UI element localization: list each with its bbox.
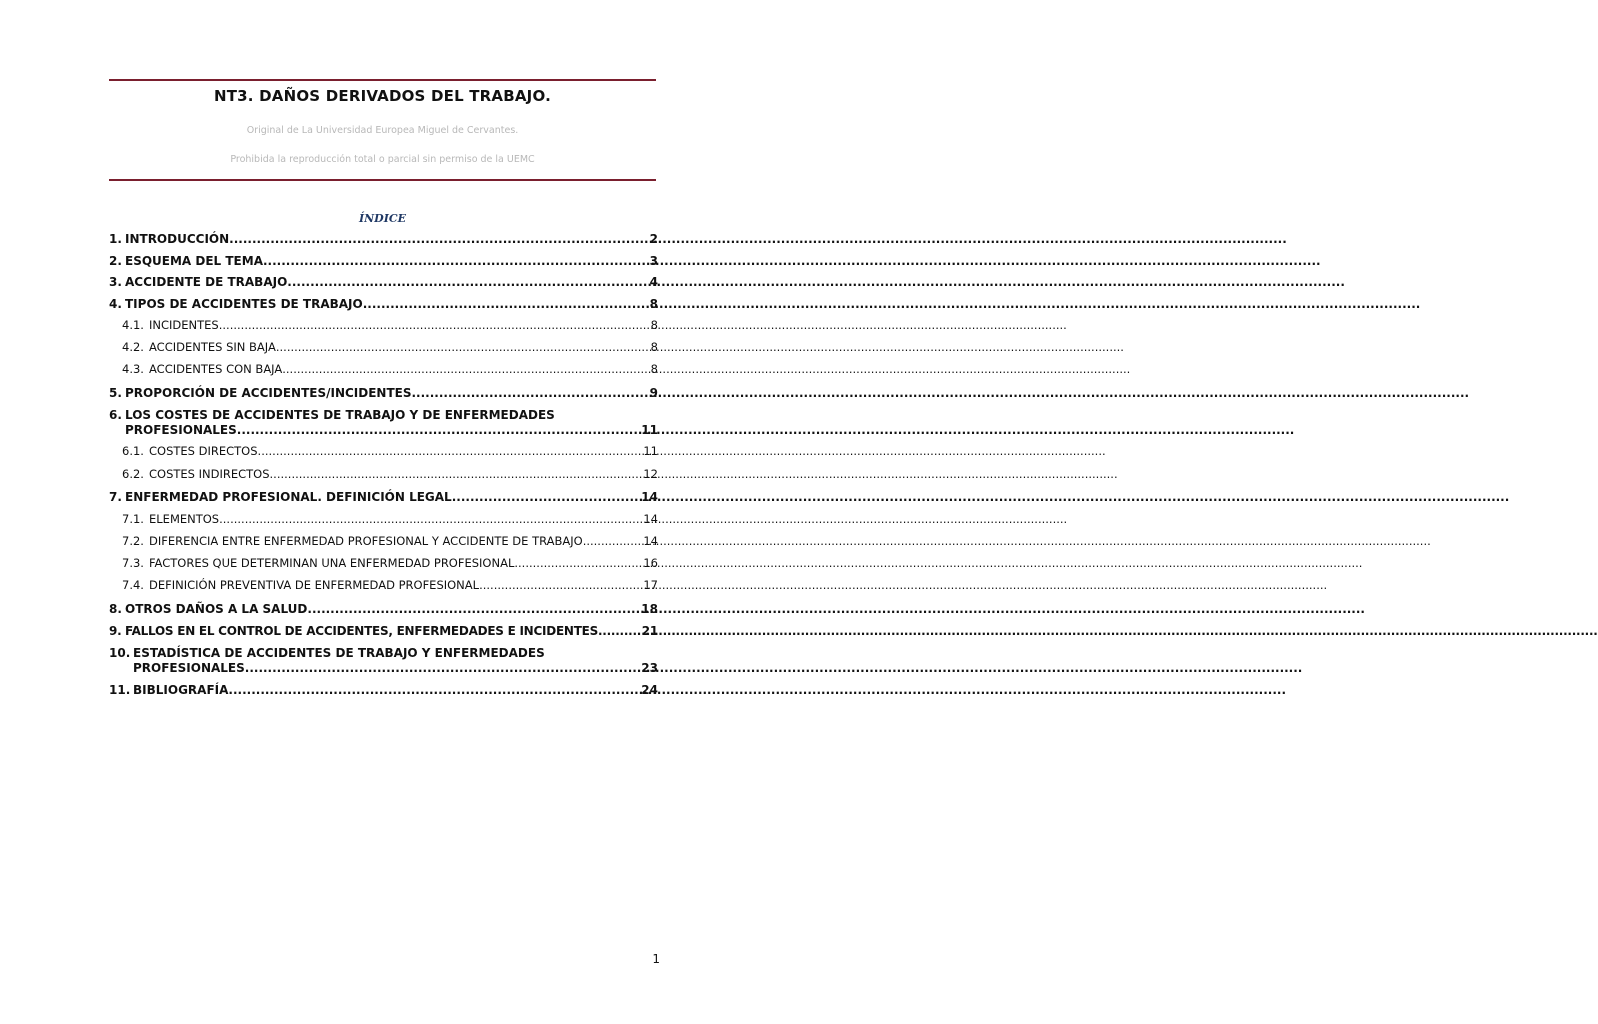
toc-entry-accidentes-sin-baja[interactable] <box>109 340 658 355</box>
toc-entry-number: 7. <box>109 490 122 504</box>
toc-entry-page: 9 <box>649 386 658 400</box>
toc-entry-accidente-trabajo[interactable] <box>109 275 658 290</box>
toc-entry-label: ESTADÍSTICA DE ACCIDENTES DE TRABAJO Y ENFERMEDADES <box>133 646 545 660</box>
toc-dot-leader <box>237 423 642 438</box>
copyright-note-origin: Original de La Universidad Europea Miguel de Cervantes. <box>246 125 519 136</box>
toc-entry-tipos-accidentes[interactable] <box>109 297 658 312</box>
toc-entry-label: DEFINICIÓN PREVENTIVA DE ENFERMEDAD PROFESIONAL <box>149 578 480 592</box>
toc-entry-costes-directos[interactable] <box>109 444 658 459</box>
toc-dot-leader <box>287 275 649 290</box>
toc-dot-leader <box>270 467 644 482</box>
toc-entry-incidentes[interactable] <box>109 318 658 333</box>
toc-dot-leader <box>258 444 644 459</box>
toc-entry-enfermedad-profesional[interactable] <box>109 490 658 505</box>
toc-entry-page: 8 <box>650 362 658 376</box>
toc-entry-number: 6. <box>109 408 122 422</box>
toc-dot-leader <box>452 490 642 505</box>
toc-dot-leader <box>514 556 643 571</box>
toc-entry-label: ENFERMEDAD PROFESIONAL. DEFINICIÓN LEGAL <box>125 490 452 504</box>
toc-entry-estadistica[interactable] <box>109 646 658 676</box>
document-page <box>0 0 768 1024</box>
toc-entry-page: 24 <box>641 683 658 697</box>
toc-entry-number: 4. <box>109 297 122 311</box>
toc-entry-otros-danos[interactable] <box>109 602 658 617</box>
toc-entry-page: 14 <box>643 512 658 526</box>
toc-entry-number: 5. <box>109 386 122 400</box>
toc-dot-leader <box>219 512 643 527</box>
toc-entry-label: INTRODUCCIÓN <box>125 232 230 246</box>
toc-dot-leader <box>276 340 651 355</box>
toc-entry-esquema[interactable] <box>109 254 658 269</box>
toc-entry-page: 16 <box>643 556 658 570</box>
toc-entry-label: INCIDENTES <box>149 318 219 332</box>
toc-entry-elementos[interactable] <box>109 512 658 527</box>
toc-dot-leader <box>282 362 650 377</box>
toc-entry-label: PROPORCIÓN DE ACCIDENTES/INCIDENTES <box>125 386 412 400</box>
toc-entry-number: 8. <box>109 602 122 616</box>
toc-entry-page: 8 <box>649 297 658 311</box>
toc-entry-page: 23 <box>641 661 658 675</box>
toc-entry-number: 2. <box>109 254 122 268</box>
toc-entry-number: 7.1. <box>122 512 144 526</box>
toc-entry-accidentes-con-baja[interactable] <box>109 362 658 377</box>
toc-entry-label: COSTES INDIRECTOS <box>149 467 270 481</box>
toc-entry-page: 8 <box>650 340 658 354</box>
toc-entry-number: 4.3. <box>122 362 144 376</box>
toc-dot-leader <box>307 602 641 617</box>
toc-entry-label: ACCIDENTE DE TRABAJO <box>125 275 288 289</box>
toc-entry-page: 21 <box>641 624 658 638</box>
toc-dot-leader <box>363 297 650 312</box>
toc-entry-label: ESQUEMA DEL TEMA <box>125 254 263 268</box>
toc-dot-leader <box>583 534 644 549</box>
toc-entry-label: COSTES DIRECTOS <box>149 444 258 458</box>
toc-entry-label: TIPOS DE ACCIDENTES DE TRABAJO <box>125 297 363 311</box>
toc-entry-label: ACCIDENTES CON BAJA <box>149 362 283 376</box>
toc-entry-label: LOS COSTES DE ACCIDENTES DE TRABAJO Y DE ENFERMEDADES <box>125 408 555 422</box>
toc-dot-leader <box>479 578 643 593</box>
toc-entry-number: 6.2. <box>122 467 144 481</box>
toc-entry-label: ELEMENTOS <box>149 512 220 526</box>
toc-entry-number: 11. <box>109 683 131 697</box>
header-top-rule <box>109 79 656 81</box>
toc-dot-leader <box>219 318 651 333</box>
toc-entry-label: FACTORES QUE DETERMINAN UNA ENFERMEDAD PROFESIONAL <box>149 556 515 570</box>
toc-entry-page: 11 <box>641 423 658 437</box>
page-number: 1 <box>652 952 660 966</box>
toc-entry-proporcion[interactable] <box>109 386 658 401</box>
toc-entry-label-continued: PROFESIONALES <box>133 661 245 675</box>
toc-entry-page: 2 <box>649 232 658 246</box>
toc-entry-costes[interactable] <box>109 408 658 438</box>
toc-entry-label: FALLOS EN EL CONTROL DE ACCIDENTES, ENFERMEDADES E INCIDENTES <box>125 624 598 638</box>
toc-entry-number: 7.2. <box>122 534 144 548</box>
toc-dot-leader <box>263 254 650 269</box>
toc-entry-factores[interactable] <box>109 556 658 571</box>
toc-entry-fallos-control[interactable] <box>109 624 658 639</box>
table-of-contents <box>109 232 658 698</box>
toc-dot-leader <box>411 386 649 401</box>
toc-entry-number: 4.2. <box>122 340 144 354</box>
toc-entry-number: 1. <box>109 232 122 246</box>
toc-entry-page: 12 <box>643 467 658 481</box>
toc-entry-page: 14 <box>643 534 658 548</box>
toc-entry-number: 4.1. <box>122 318 144 332</box>
toc-entry-definicion-preventiva[interactable] <box>109 578 658 593</box>
toc-dot-leader <box>245 661 642 676</box>
toc-entry-page: 3 <box>649 254 658 268</box>
toc-entry-page: 4 <box>649 275 658 289</box>
toc-entry-number: 9. <box>109 624 122 638</box>
toc-entry-number: 3. <box>109 275 122 289</box>
toc-entry-page: 8 <box>650 318 658 332</box>
toc-entry-page: 17 <box>643 578 658 592</box>
toc-entry-label: OTROS DAÑOS A LA SALUD <box>125 602 308 616</box>
toc-entry-label: BIBLIOGRAFÍA <box>133 683 229 697</box>
copyright-note-prohibition: Prohibida la reproducción total o parcial sin permiso de la UEMC <box>230 154 535 165</box>
toc-entry-diferencia[interactable] <box>109 534 658 549</box>
toc-entry-costes-indirectos[interactable] <box>109 467 658 482</box>
toc-entry-number: 7.3. <box>122 556 144 570</box>
toc-entry-number: 10. <box>109 646 131 660</box>
document-title: NT3. DAÑOS DERIVADOS DEL TRABAJO. <box>213 87 551 105</box>
toc-heading: ÍNDICE <box>358 212 407 225</box>
toc-dot-leader <box>598 624 642 639</box>
toc-entry-label: DIFERENCIA ENTRE ENFERMEDAD PROFESIONAL Y ACCIDENTE DE TRABAJO <box>149 534 583 548</box>
toc-entry-number: 7.4. <box>122 578 144 592</box>
toc-entry-label: ACCIDENTES SIN BAJA <box>149 340 276 354</box>
toc-entry-bibliografia[interactable] <box>109 683 658 698</box>
toc-entry-number: 6.1. <box>122 444 144 458</box>
toc-entry-page: 18 <box>641 602 658 616</box>
header-bottom-rule <box>109 179 656 181</box>
toc-dot-leader <box>229 232 649 247</box>
toc-dot-leader <box>228 683 641 698</box>
toc-entry-introduccion[interactable] <box>109 232 658 247</box>
toc-entry-page: 11 <box>643 444 658 458</box>
toc-entry-label-continued: PROFESIONALES <box>125 423 237 437</box>
toc-entry-page: 14 <box>641 490 658 504</box>
